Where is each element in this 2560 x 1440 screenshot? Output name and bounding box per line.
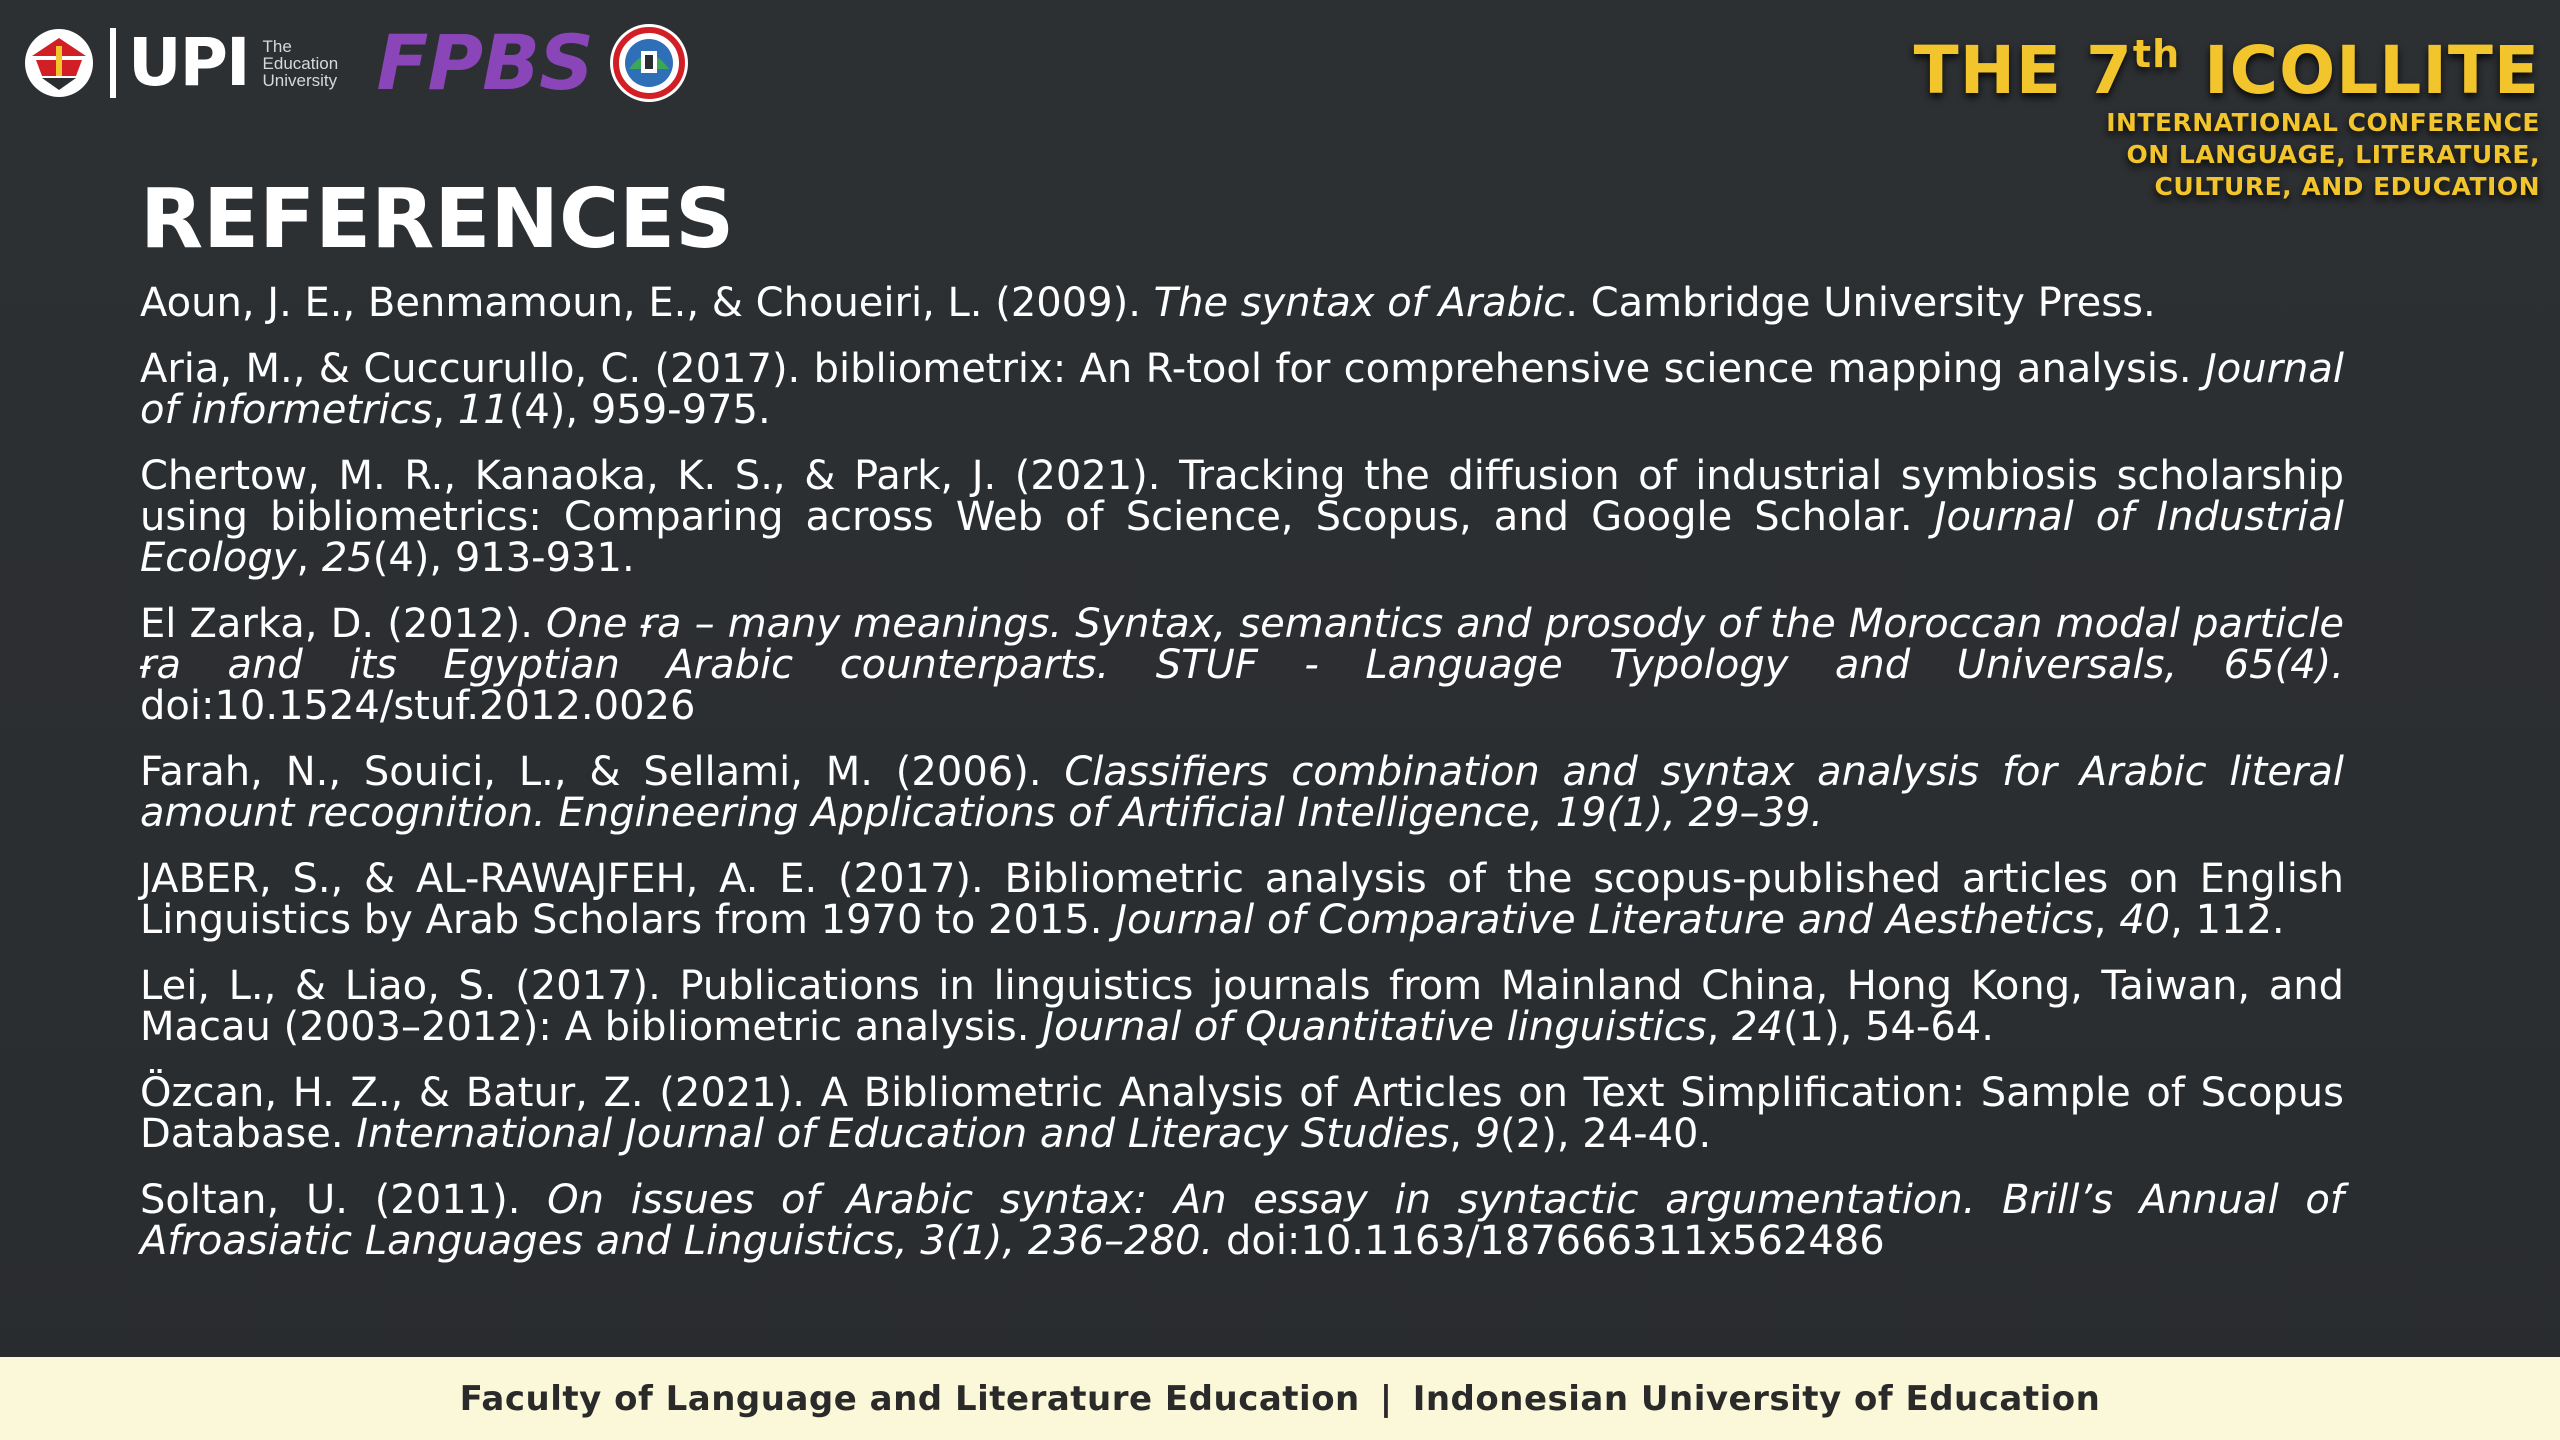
reference-list <box>140 280 2345 1287</box>
reference-text: (1), 54-64. <box>1782 1004 1994 1050</box>
reference-item <box>140 856 2344 943</box>
conference-emblem-icon <box>607 21 691 105</box>
conference-badge <box>1914 18 2540 203</box>
conference-line-2: ON LANGUAGE, LITERATURE, <box>2126 140 2540 169</box>
reference-item <box>140 601 2345 729</box>
reference-italic-text: The syntax of Arabic <box>1153 280 1566 326</box>
footer-university: Indonesian University of Education <box>1412 1378 2101 1419</box>
reference-text: doi:10.1524/stuf.2012.0026 <box>140 683 696 729</box>
reference-italic-text: 25 <box>321 535 373 581</box>
conference-title-sup: th <box>2132 32 2181 76</box>
reference-text: Chertow, M. R., Kanaoka, K. S., & Park, J. (2021). Tracking the diffusion of industrial symbiosis scholarship using bibliometrics: Comparing across Web of Science, Scopus, and Google Scholar. <box>140 453 2344 540</box>
reference-text: Lei, L., & Liao, S. (2017). Publications in linguistics journals from Mainland China, Hong Kong, Taiwan, and Macau (2003–2012): A bibliometric analysis. <box>140 963 2344 1050</box>
reference-item <box>140 749 2344 836</box>
page-title: REFERENCES <box>140 172 735 267</box>
reference-text: , <box>296 535 322 581</box>
reference-italic-text: 40 <box>2119 897 2171 943</box>
reference-text: . Cambridge University Press. <box>1565 280 2156 326</box>
reference-italic-text: International Journal of Education and Literacy Studies <box>356 1111 1450 1157</box>
reference-item <box>140 1070 2344 1157</box>
reference-text: El Zarka, D. (2012). <box>140 601 547 647</box>
reference-text: JABER, S., & AL-RAWAJFEH, A. E. (2017). Bibliometric analysis of the scopus-published articles on English Linguistics by Arab Scholars from 1970 to 2015. <box>140 856 2344 943</box>
reference-item <box>140 280 2344 326</box>
reference-item <box>140 963 2344 1050</box>
reference-text: , <box>2093 897 2120 943</box>
reference-italic-text: 24 <box>1732 1004 1783 1050</box>
header-logos <box>22 18 691 108</box>
reference-text: (4), 913-931. <box>372 535 635 581</box>
reference-text: (4), 959-975. <box>508 387 771 433</box>
footer-bar <box>0 1357 2560 1440</box>
reference-italic-text: Classifiers combination and syntax analysis for Arabic literal amount recognition. Engineering Applications of Artificial Intelligence, 19(1), 29–39. <box>140 749 2344 836</box>
reference-item <box>140 453 2344 581</box>
conference-title-prefix: THE 7 <box>1913 32 2133 109</box>
footer-separator: | <box>1379 1378 1393 1419</box>
footer-text <box>460 1379 2101 1419</box>
upi-subtitle: The Education University <box>262 36 339 90</box>
reference-text: (2), 24-40. <box>1500 1111 1712 1157</box>
conference-title <box>1914 18 2540 107</box>
reference-text: , <box>432 387 458 433</box>
upi-emblem-icon <box>22 26 96 100</box>
reference-text: Soltan, U. (2011). <box>140 1177 548 1223</box>
conference-title-suffix: ICOLLITE <box>2180 32 2540 109</box>
reference-item <box>140 1177 2344 1264</box>
reference-italic-text: Journal of Quantitative linguistics <box>1042 1004 1707 1050</box>
reference-text: , <box>1706 1004 1733 1050</box>
reference-text: doi:10.1163/187666311x562486 <box>1213 1218 1885 1264</box>
reference-text: Aria, M., & Cuccurullo, C. (2017). bibliometrix: An R-tool for comprehensive science mapping analysis. <box>140 346 2205 392</box>
reference-italic-text: One ɍa – many meanings. Syntax, semantics and prosody of the Moroccan modal particle ɍa and its Egyptian Arabic counterparts. STUF - Language Typology and Universals, 65(4). <box>140 601 2345 688</box>
reference-italic-text: Journal of Comparative Literature and Aesthetics <box>1115 897 2094 943</box>
reference-text: Özcan, H. Z., & Batur, Z. (2021). A Bibliometric Analysis of Articles on Text Simplification: Sample of Scopus Database. <box>140 1070 2344 1157</box>
footer-faculty: Faculty of Language and Literature Education <box>459 1378 1360 1419</box>
reference-text: , 112. <box>2170 897 2285 943</box>
upi-logo-text: UPI <box>110 28 249 98</box>
reference-italic-text: 11 <box>457 387 509 433</box>
reference-italic-text: Journal of Industrial Ecology <box>140 494 2344 581</box>
reference-italic-text: 9 <box>1474 1111 1501 1157</box>
reference-text: Farah, N., Souici, L., & Sellami, M. (2006). <box>140 749 1065 795</box>
conference-line-1: INTERNATIONAL CONFERENCE <box>2106 108 2540 137</box>
reference-item <box>140 346 2344 433</box>
conference-line-3: CULTURE, AND EDUCATION <box>2154 172 2540 201</box>
reference-italic-text: On issues of Arabic syntax: An essay in syntactic argumentation. Brill’s Annual of Afroasiatic Languages and Linguistics, 3(1), 236–280. <box>140 1177 2344 1264</box>
reference-text: , <box>1449 1111 1475 1157</box>
fpbs-logo-text: FPBS <box>376 18 593 107</box>
reference-text: Aoun, J. E., Benmamoun, E., & Choueiri, L. (2009). <box>140 280 1154 326</box>
reference-italic-text: Journal of informetrics <box>140 346 2344 433</box>
